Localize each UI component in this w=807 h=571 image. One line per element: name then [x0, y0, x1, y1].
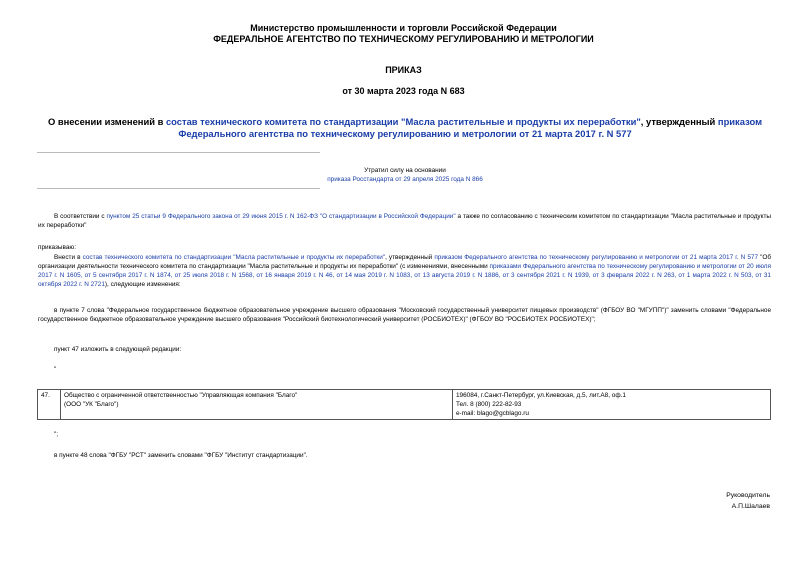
document-date: от 30 марта 2023 года N 683 [342, 86, 465, 96]
document-type: ПРИКАЗ [385, 65, 422, 75]
item1-amendments-link[interactable]: приказами Федерального агентства по техническому регулированию и метрологии от 20 июля 2017 г. N 1605, от 5 сентября 2017 г. N 1874, от 25 июля 2018 г. N 1568, от 16 января 2019 г. N 46, от 14 мая 2019 г. N 1083, от 13 августа 2019 г. N 1886, от 3 сентября 2021 г. N 1939, от 3 февраля 2022 г. N 263, от 1 марта 2022 г. N 503, от 31 октября 2022 г. N 2721 [38, 263, 771, 288]
status-line: Утратил силу на основании [364, 167, 446, 174]
item1-order-link[interactable]: приказом Федерального агентства по техническому регулированию и метрологии от 21 марта 2017 г. N 577 [434, 254, 759, 261]
order-word: приказываю: [38, 244, 76, 251]
ministry-name: Министерство промышленности и торговли Российской Федерации [250, 23, 557, 33]
order-item-4: в пункте 48 слова "ФГБУ "РСТ" заменить словами "ФГБУ "Институт стандартизации". [54, 452, 308, 459]
open-quote: " [54, 366, 57, 373]
signatory-role: Руководитель [726, 492, 770, 499]
item1-committee-link[interactable]: состав технического комитета по стандартизации "Масла растительные и продукты их переработки" [82, 254, 386, 261]
signatory-name: А.П.Шалаев [731, 503, 770, 510]
divider [37, 188, 320, 189]
phone: Тел. 8 (800) 222-82-93 [456, 401, 522, 408]
order-item-3: пункт 47 изложить в следующей редакции: [54, 346, 182, 353]
divider [37, 152, 320, 153]
title-link-order[interactable]: приказом Федерального агентства по техническому регулированию и метрологии от 21 марта 2017 г. N 577 [178, 116, 763, 139]
document-title: О внесении изменений в состав технического комитета по стандартизации "Масла растительные и продукты их переработки", утвержденный приказом Федерального агентства по техническому регулированию и метрологии от 21 марта 2017 г. N 577 [47, 116, 763, 139]
order-item-1: Внести в состав технического комитета по стандартизации "Масла растительные и продукты их переработки", утвержденный приказом Федерального агентства по техническому регулированию и метрологии от 21 марта 2017 г. N 577 "Об организации деятельности технического комитета по стандартизации "Масла растительные и продукты их переработки" (с изменениями, внесенными приказами Федерального агентства по техническому регулированию и метрологии от 20 июля 2017 г. N 1605, от 5 сентября 2017 г. N 1874, от 25 июля 2018 г. N 1568, от 16 января 2019 г. N 46, от 14 мая 2019 г. N 1083, от 13 августа 2019 г. N 1886, от 3 сентября 2021 г. N 1939, от 3 февраля 2022 г. N 263, от 1 марта 2022 г. N 503, от 31 октября 2022 г. N 2721), следующие изменения: [38, 254, 771, 288]
title-link-committee[interactable]: состав технического комитета по стандартизации "Масла растительные и продукты их переработки" [165, 116, 641, 127]
preamble: В соответствии с пунктом 25 статьи 9 Федерального закона от 29 июня 2015 г. N 162-ФЗ "О стандартизации в Российской Федерации" а также по согласованию с техническим комитетом по стандартизации "Масла растительные и продукты их переработки" [38, 213, 772, 229]
contacts-cell [453, 390, 771, 420]
organization-abbr: (ООО "УК "Благо") [64, 401, 119, 408]
organization-cell [61, 390, 453, 420]
status-note [300, 166, 510, 184]
order-item-2: в пункте 7 слова "Федеральное государственное бюджетное образовательное учреждение высшего образования "Московский государственный университет пищевых производств" (ФГБОУ ВО "МГУПП")" заменить словами "Федеральное государственное бюджетное образовательное учреждение высшего образования "Российский биотехнологический университет (РОСБИОТЕХ)" (ФГБОУ ВО "РОСБИОТЕХ РОСБИОТЕХ)"; [38, 307, 771, 323]
status-link[interactable]: приказа Росстандарта от 29 апреля 2025 года N 866 [327, 176, 483, 183]
committee-member-table [37, 389, 771, 420]
row-number: 47. [38, 390, 61, 420]
preamble-law-link[interactable]: пунктом 25 статьи 9 Федерального закона от 29 июня 2015 г. N 162-ФЗ "О стандартизации в Российской Федерации" [106, 213, 456, 220]
email: e-mail: blago@gcblago.ru [456, 410, 529, 417]
address: 196084, г.Санкт-Петербург, ул.Киевская, д.5, лит.А8, оф.1 [456, 392, 626, 399]
organization-name: Общество с ограниченной ответственностью "Управляющая компания "Благо" [64, 392, 298, 399]
table-row [38, 390, 771, 420]
agency-name: ФЕДЕРАЛЬНОЕ АГЕНТСТВО ПО ТЕХНИЧЕСКОМУ РЕГУЛИРОВАНИЮ И МЕТРОЛОГИИ [213, 34, 594, 44]
close-quote: "; [54, 431, 59, 438]
